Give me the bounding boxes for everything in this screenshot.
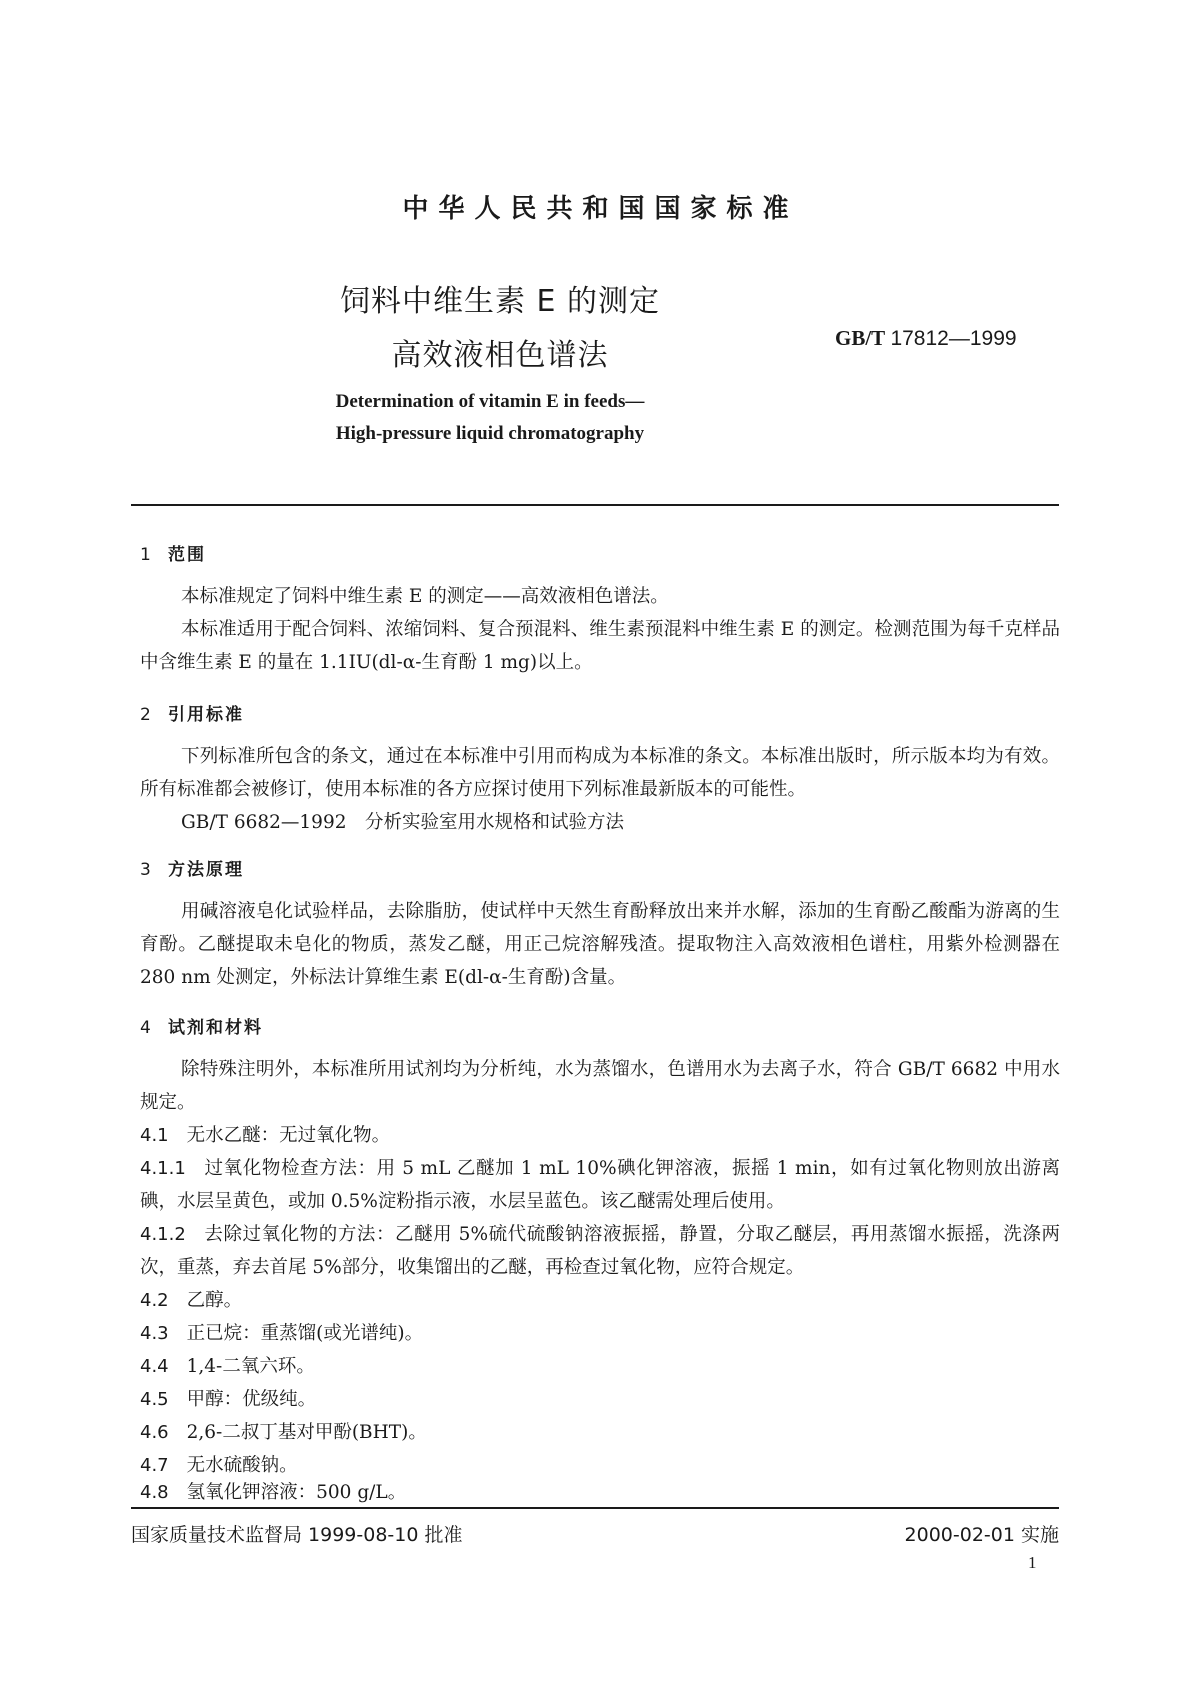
- approval-date: 国家质量技术监督局 1999-08-10 批准: [131, 1524, 463, 1546]
- section-title: 引用标准: [168, 705, 244, 725]
- clause-number: 4.4: [140, 1356, 169, 1377]
- section-number: 2: [140, 705, 153, 725]
- section-heading-reagents: [140, 1013, 263, 1038]
- clause-4-1: [140, 1119, 1060, 1152]
- english-title-line2: High-pressure liquid chromatography: [335, 423, 645, 444]
- national-standard-heading: 中华人民共和国国家标准: [402, 194, 799, 224]
- clause-text: 无水乙醚：无过氧化物。: [186, 1125, 391, 1146]
- effective-date: 2000-02-01 实施: [904, 1524, 1059, 1546]
- standard-code: [835, 326, 1017, 351]
- clause-4-2: [140, 1284, 1060, 1317]
- clause-number: 4.8: [140, 1482, 169, 1503]
- section-number: 4: [140, 1018, 153, 1038]
- clause-number: 4.1: [140, 1125, 169, 1146]
- clause-4-1-1: [140, 1152, 1060, 1218]
- clause-number: 4.5: [140, 1389, 169, 1410]
- paragraph: 本标准规定了饲料中维生素 E 的测定——高效液相色谱法。: [181, 586, 669, 607]
- section-title: 方法原理: [168, 860, 244, 880]
- paragraph: 除特殊注明外，本标准所用试剂均为分析纯，水为蒸馏水，色谱用水为去离子水，符合 GB/T 6682 中用水规定。: [140, 1059, 1060, 1113]
- clause-text: 正已烷：重蒸馏(或光谱纯)。: [186, 1323, 424, 1344]
- header-divider: [131, 504, 1059, 506]
- clause-number: 4.2: [140, 1290, 169, 1311]
- clause-text: 去除过氧化物的方法：乙醚用 5%硫代硫酸钠溶液振摇，静置，分取乙醚层，再用蒸馏水振摇，洗涤两次，重蒸，弃去首尾 5%部分，收集馏出的乙醚，再检查过氧化物，应符合规定。: [140, 1224, 1060, 1278]
- footer-divider: [131, 1507, 1059, 1509]
- clause-4-4: [140, 1350, 1060, 1383]
- clause-number: 4.6: [140, 1422, 169, 1443]
- clause-text: 乙醇。: [186, 1290, 243, 1311]
- paragraph: 用碱溶液皂化试验样品，去除脂肪，使试样中天然生育酚释放出来并水解，添加的生育酚乙酸酯为游离的生育酚。乙醚提取未皂化的物质，蒸发乙醚，用正己烷溶解残渣。提取物注入高效液相色谱柱，用紫外检测器在 280 nm 处测定，外标法计算维生素 E(dl-α-生育酚)含量。: [140, 901, 1060, 988]
- section-heading-normative-references: [140, 700, 244, 725]
- clause-4-5: [140, 1383, 1060, 1416]
- clause-number: 4.3: [140, 1323, 169, 1344]
- clause-text: 过氧化物检查方法：用 5 mL 乙醚加 1 mL 10%碘化钾溶液，振摇 1 min，如有过氧化物则放出游离碘，水层呈黄色，或加 0.5%淀粉指示液，水层呈蓝色。该乙醚需处理后使用。: [140, 1158, 1060, 1212]
- standard-prefix: GB/T: [835, 326, 886, 350]
- document-title-line2: 高效液相色谱法: [391, 338, 609, 373]
- clause-4-3: [140, 1317, 1060, 1350]
- document-title-line1: 饲料中维生素 E 的测定: [339, 284, 661, 319]
- clause-text: 1,4-二氧六环。: [186, 1356, 315, 1377]
- clause-text: 无水硫酸钠。: [186, 1455, 298, 1476]
- clause-text: 2,6-二叔丁基对甲酚(BHT)。: [186, 1422, 427, 1443]
- reference-item: GB/T 6682—1992 分析实验室用水规格和试验方法: [181, 812, 624, 833]
- paragraph: 本标准适用于配合饲料、浓缩饲料、复合预混料、维生素预混料中维生素 E 的测定。检测范围为每千克样品中含维生素 E 的量在 1.1IU(dl-α-生育酚 1 mg)以上。: [140, 619, 1060, 673]
- section-title: 范围: [168, 545, 206, 565]
- section-heading-scope: [140, 540, 206, 565]
- clause-4-1-2: [140, 1218, 1060, 1284]
- section-number: 3: [140, 860, 153, 880]
- clause-number: 4.1.2: [140, 1224, 186, 1245]
- clause-number: 4.1.1: [140, 1158, 186, 1179]
- section-title: 试剂和材料: [168, 1018, 263, 1038]
- section-heading-principle: [140, 855, 244, 880]
- clause-4-8: [140, 1476, 1060, 1509]
- clause-4-6: [140, 1416, 1060, 1449]
- clause-text: 氢氧化钾溶液：500 g/L。: [186, 1482, 407, 1503]
- paragraph: 下列标准所包含的条文，通过在本标准中引用而构成为本标准的条文。本标准出版时，所示版本均为有效。所有标准都会被修订，使用本标准的各方应探讨使用下列标准最新版本的可能性。: [140, 746, 1060, 800]
- clause-number: 4.7: [140, 1455, 169, 1476]
- section-number: 1: [140, 545, 153, 565]
- clause-text: 甲醇：优级纯。: [186, 1389, 317, 1410]
- page-number: 1: [1028, 1553, 1037, 1572]
- english-title-line1: Determination of vitamin E in feeds—: [335, 391, 645, 412]
- standard-number: 17812—1999: [890, 327, 1017, 350]
